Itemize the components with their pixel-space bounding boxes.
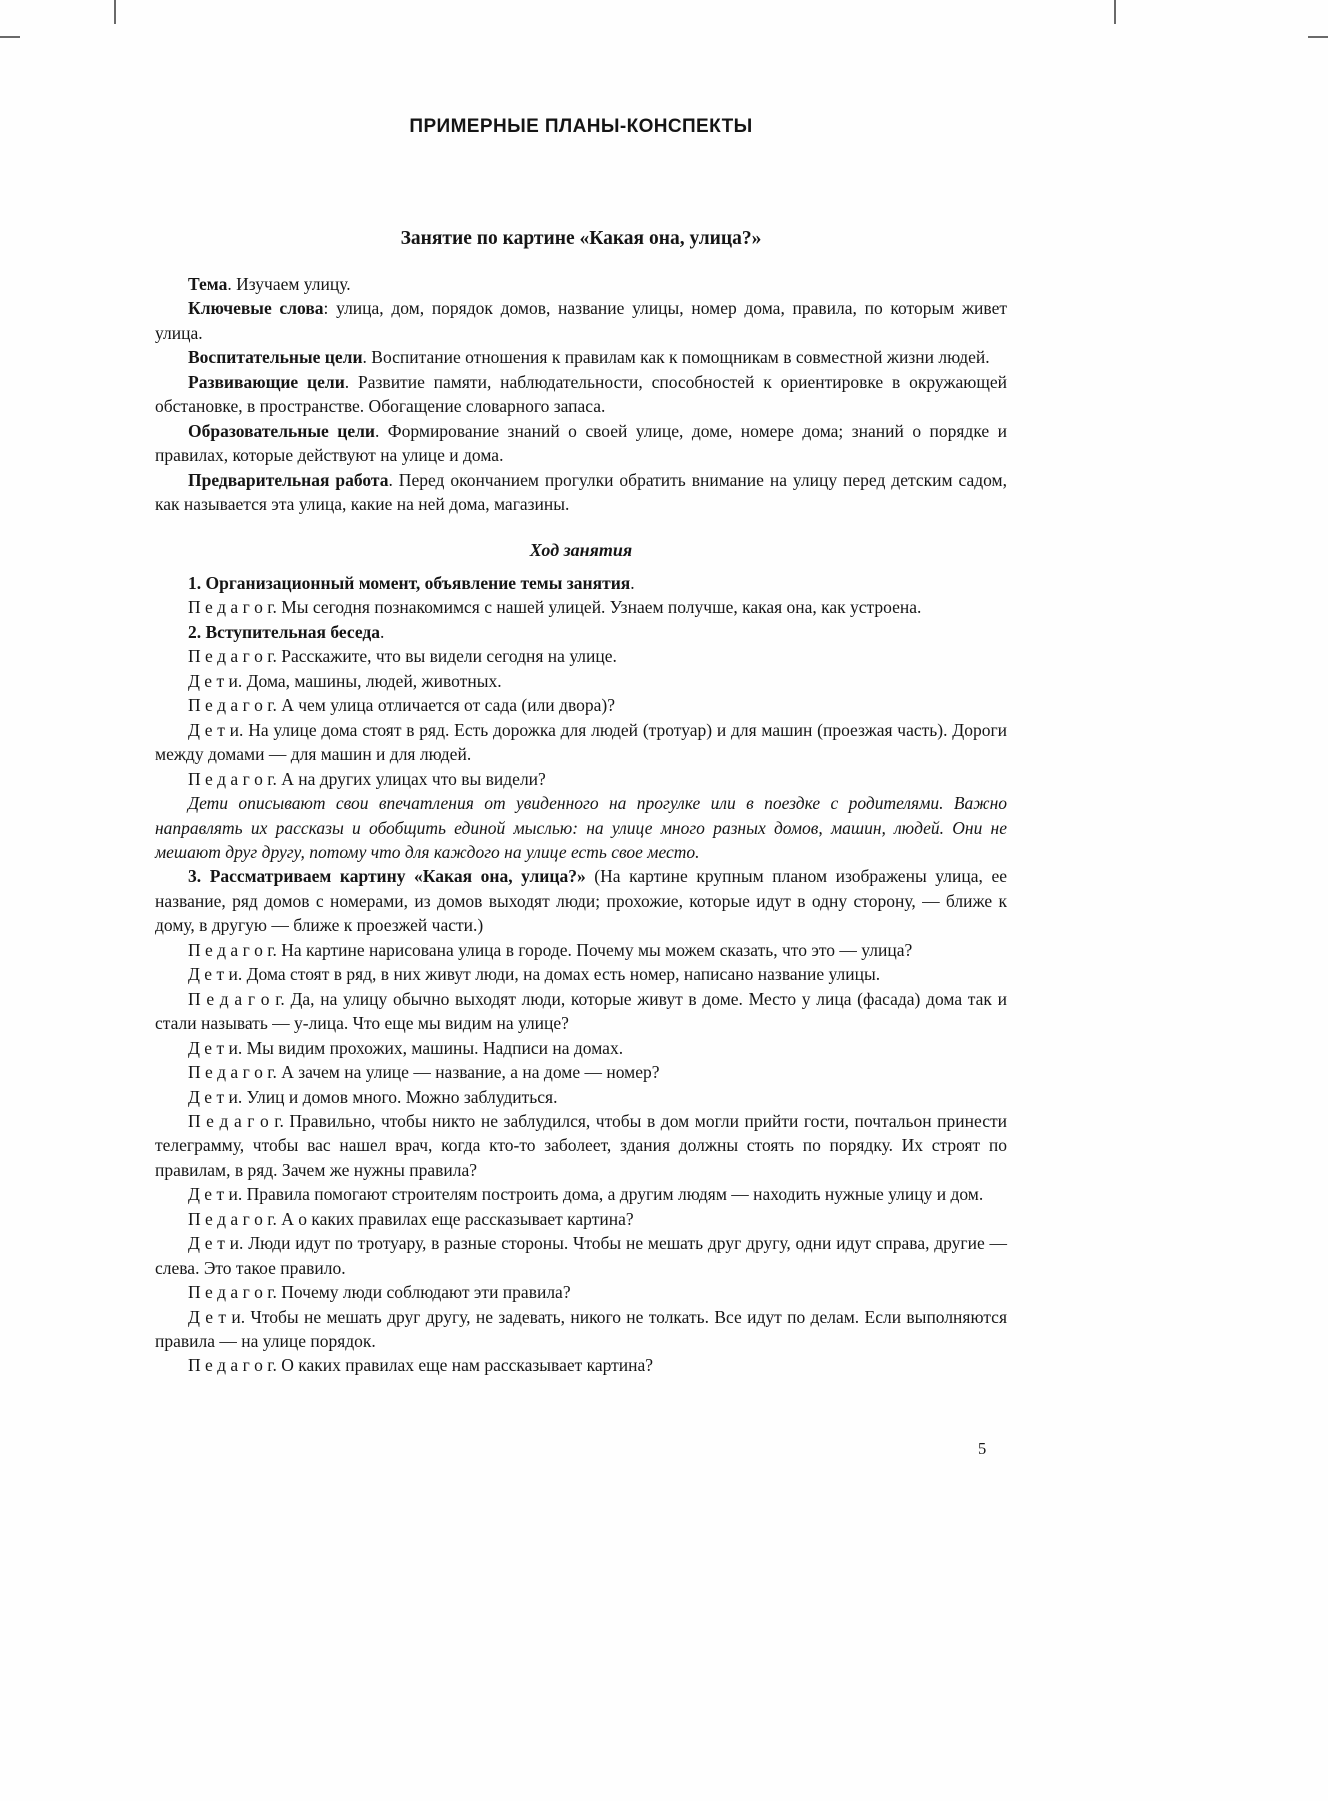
paragraph-text: П е д а г о г. А чем улица отличается от сада (или двора)? xyxy=(188,695,615,716)
intro-paragraph xyxy=(155,272,1007,296)
dialogue-paragraph xyxy=(155,1036,1007,1060)
paragraph-text: Дети описывают свои впечатления от увиденного на прогулке или в поездке с родителями. Важно направлять их рассказы и обобщить единой мыслью: на улице много разных домов, машин, людей. Они не мешают друг другу, потому что для каждого на улице есть свое место. xyxy=(155,793,1007,862)
paragraph-text: (На картине крупным планом изображены улица, ее название, ряд домов с номерами, из домов выходят люди; прохожие, которые идут в одну сторону, — ближе к дому, в другую — ближе к проезжей части.) xyxy=(155,866,1007,936)
dialogue-paragraph xyxy=(155,962,1007,986)
dialogue-paragraph xyxy=(155,644,1007,668)
dialogue-paragraph xyxy=(155,1207,1007,1231)
paragraph-text: . xyxy=(379,621,385,642)
chapter-header: ПРИМЕРНЫЕ ПЛАНЫ-КОНСПЕКТЫ xyxy=(409,116,753,137)
dialogue-paragraph xyxy=(155,571,1007,595)
paragraph-text: П е д а г о г. Мы сегодня познакомимся с нашей улицей. Узнаем получше, какая она, как устроена. xyxy=(188,597,922,618)
intro-paragraph xyxy=(155,468,1007,517)
paragraph-text: . xyxy=(630,572,635,593)
dialogue-paragraph xyxy=(155,595,1007,619)
lead-term: Тема xyxy=(188,274,228,294)
paragraph-bold-lead: 2. Вступительная беседа xyxy=(188,621,380,642)
paragraph-text: Д е т и. На улице дома стоят в ряд. Есть дорожка для людей (тротуар) и для машин (проезжая часть). Дороги между домами — для машин и для людей. xyxy=(155,719,1007,765)
lesson-title: Занятие по картине «Какая она, улица?» xyxy=(400,228,762,249)
paragraph-text: П е д а г о г. О каких правилах еще нам рассказывает картина? xyxy=(188,1355,654,1376)
crop-mark-top-right-h xyxy=(1308,36,1328,38)
lead-term: Развивающие цели xyxy=(188,371,345,392)
document-body xyxy=(155,272,1007,1378)
intro-paragraph xyxy=(155,419,1007,468)
dialogue-paragraph xyxy=(155,693,1007,717)
paragraph-text: Д е т и. Дома стоят в ряд, в них живут люди, на домах есть номер, написано название улицы. xyxy=(188,964,881,985)
dialogue-paragraph xyxy=(155,1109,1007,1182)
lead-term: Воспитательные цели xyxy=(188,347,363,368)
paragraph-text: П е д а г о г. А зачем на улице — название, а на доме — номер? xyxy=(188,1062,660,1083)
paragraph-text: . Развитие памяти, наблюдательности, способностей к ориентировке в окружающей обстановке, в пространстве. Обогащение словарного запаса. xyxy=(155,371,1007,417)
paragraph-text: Д е т и. Чтобы не мешать друг другу, не задевать, никого не толкать. Все идут по делам. Если выполняются правила — на улице порядок. xyxy=(155,1306,1007,1352)
lead-term: Предварительная работа xyxy=(188,469,389,490)
paragraph-text: . Перед окончанием прогулки обратить внимание на улицу перед детским садом, как называется эта улица, какие на ней дома, магазины. xyxy=(155,469,1007,515)
paragraph-text: . Изучаем улицу. xyxy=(227,274,351,294)
paragraph-text: Д е т и. Улиц и домов много. Можно заблудиться. xyxy=(188,1086,558,1107)
dialogue-paragraph xyxy=(155,767,1007,791)
dialogue-paragraph xyxy=(155,1085,1007,1109)
dialogue-paragraph xyxy=(155,1280,1007,1304)
dialogue-paragraph xyxy=(155,1231,1007,1280)
crop-mark-top-left-v xyxy=(114,0,116,24)
dialogue-paragraph xyxy=(155,1060,1007,1084)
dialogue-paragraph xyxy=(155,938,1007,962)
paragraph-text: П е д а г о г. Правильно, чтобы никто не заблудился, чтобы в дом могли прийти гости, почтальон принести телеграмму, чтобы вас нашел врач, когда кто-то заболеет, здания должны стоять по порядку. Их строят по правилам, в ряд. Зачем же нужны правила? xyxy=(155,1110,1007,1180)
dialogue-paragraph xyxy=(155,718,1007,767)
lead-term: Образовательные цели xyxy=(188,420,375,441)
paragraph-text: . Формирование знаний о своей улице, доме, номере дома; знаний о порядке и правилах, которые действуют на улице и дома. xyxy=(155,420,1007,466)
paragraph-text: П е д а г о г. На картине нарисована улица в городе. Почему мы можем сказать, что это — улица? xyxy=(188,939,913,960)
paragraph-text: Д е т и. Люди идут по тротуару, в разные стороны. Чтобы не мешать друг другу, одни идут справа, другие — слева. Это такое правило. xyxy=(155,1233,1007,1278)
lead-term: Ключевые слова xyxy=(188,298,324,319)
paragraph-text: П е д а г о г. Почему люди соблюдают эти правила? xyxy=(188,1282,571,1303)
stage-direction xyxy=(155,791,1007,864)
dialogue-paragraph xyxy=(155,1182,1007,1206)
paragraph-bold-lead: 1. Организационный момент, объявление темы занятия xyxy=(188,572,631,593)
intro-paragraph xyxy=(155,345,1007,369)
dialogue-paragraph xyxy=(155,987,1007,1036)
paragraph-text: П е д а г о г. А на других улицах что вы видели? xyxy=(188,768,546,789)
paragraph-text: Д е т и. Мы видим прохожих, машины. Надписи на домах. xyxy=(188,1037,624,1058)
paragraph-text: Д е т и. Дома, машины, людей, животных. xyxy=(188,670,502,691)
paragraph-text: П е д а г о г. А о каких правилах еще рассказывает картина? xyxy=(188,1208,634,1229)
dialogue-paragraph xyxy=(155,1353,1007,1377)
paragraph-bold-lead: 3. Рассматриваем картину «Какая она, улица?» xyxy=(188,866,586,887)
paragraph-text: Д е т и. Правила помогают строителям построить дома, а другим людям — находить нужные улицу и дом. xyxy=(188,1184,984,1205)
dialogue-paragraph xyxy=(155,864,1007,937)
paragraph-text: : улица, дом, порядок домов, название улицы, номер дома, правила, по которым живет улица. xyxy=(155,298,1007,343)
dialogue-paragraph xyxy=(155,620,1007,644)
paragraph-text: П е д а г о г. Да, на улицу обычно выходят люди, которые живут в доме. Место у лица (фасада) дома так и стали называть — у-лица. Что еще мы видим на улице? xyxy=(155,988,1007,1034)
crop-mark-top-left-h xyxy=(0,36,20,38)
dialogue-paragraph xyxy=(155,1305,1007,1354)
crop-mark-top-right-v xyxy=(1114,0,1116,24)
paragraph-text: . Воспитание отношения к правилам как к помощникам в совместной жизни людей. xyxy=(362,347,990,368)
section-title: Ход занятия xyxy=(529,539,633,560)
intro-paragraph xyxy=(155,370,1007,419)
paragraph-text: П е д а г о г. Расскажите, что вы видели сегодня на улице. xyxy=(188,646,617,667)
dialogue-paragraph xyxy=(155,669,1007,693)
intro-paragraph xyxy=(155,296,1007,345)
page-number: 5 xyxy=(978,1439,987,1458)
